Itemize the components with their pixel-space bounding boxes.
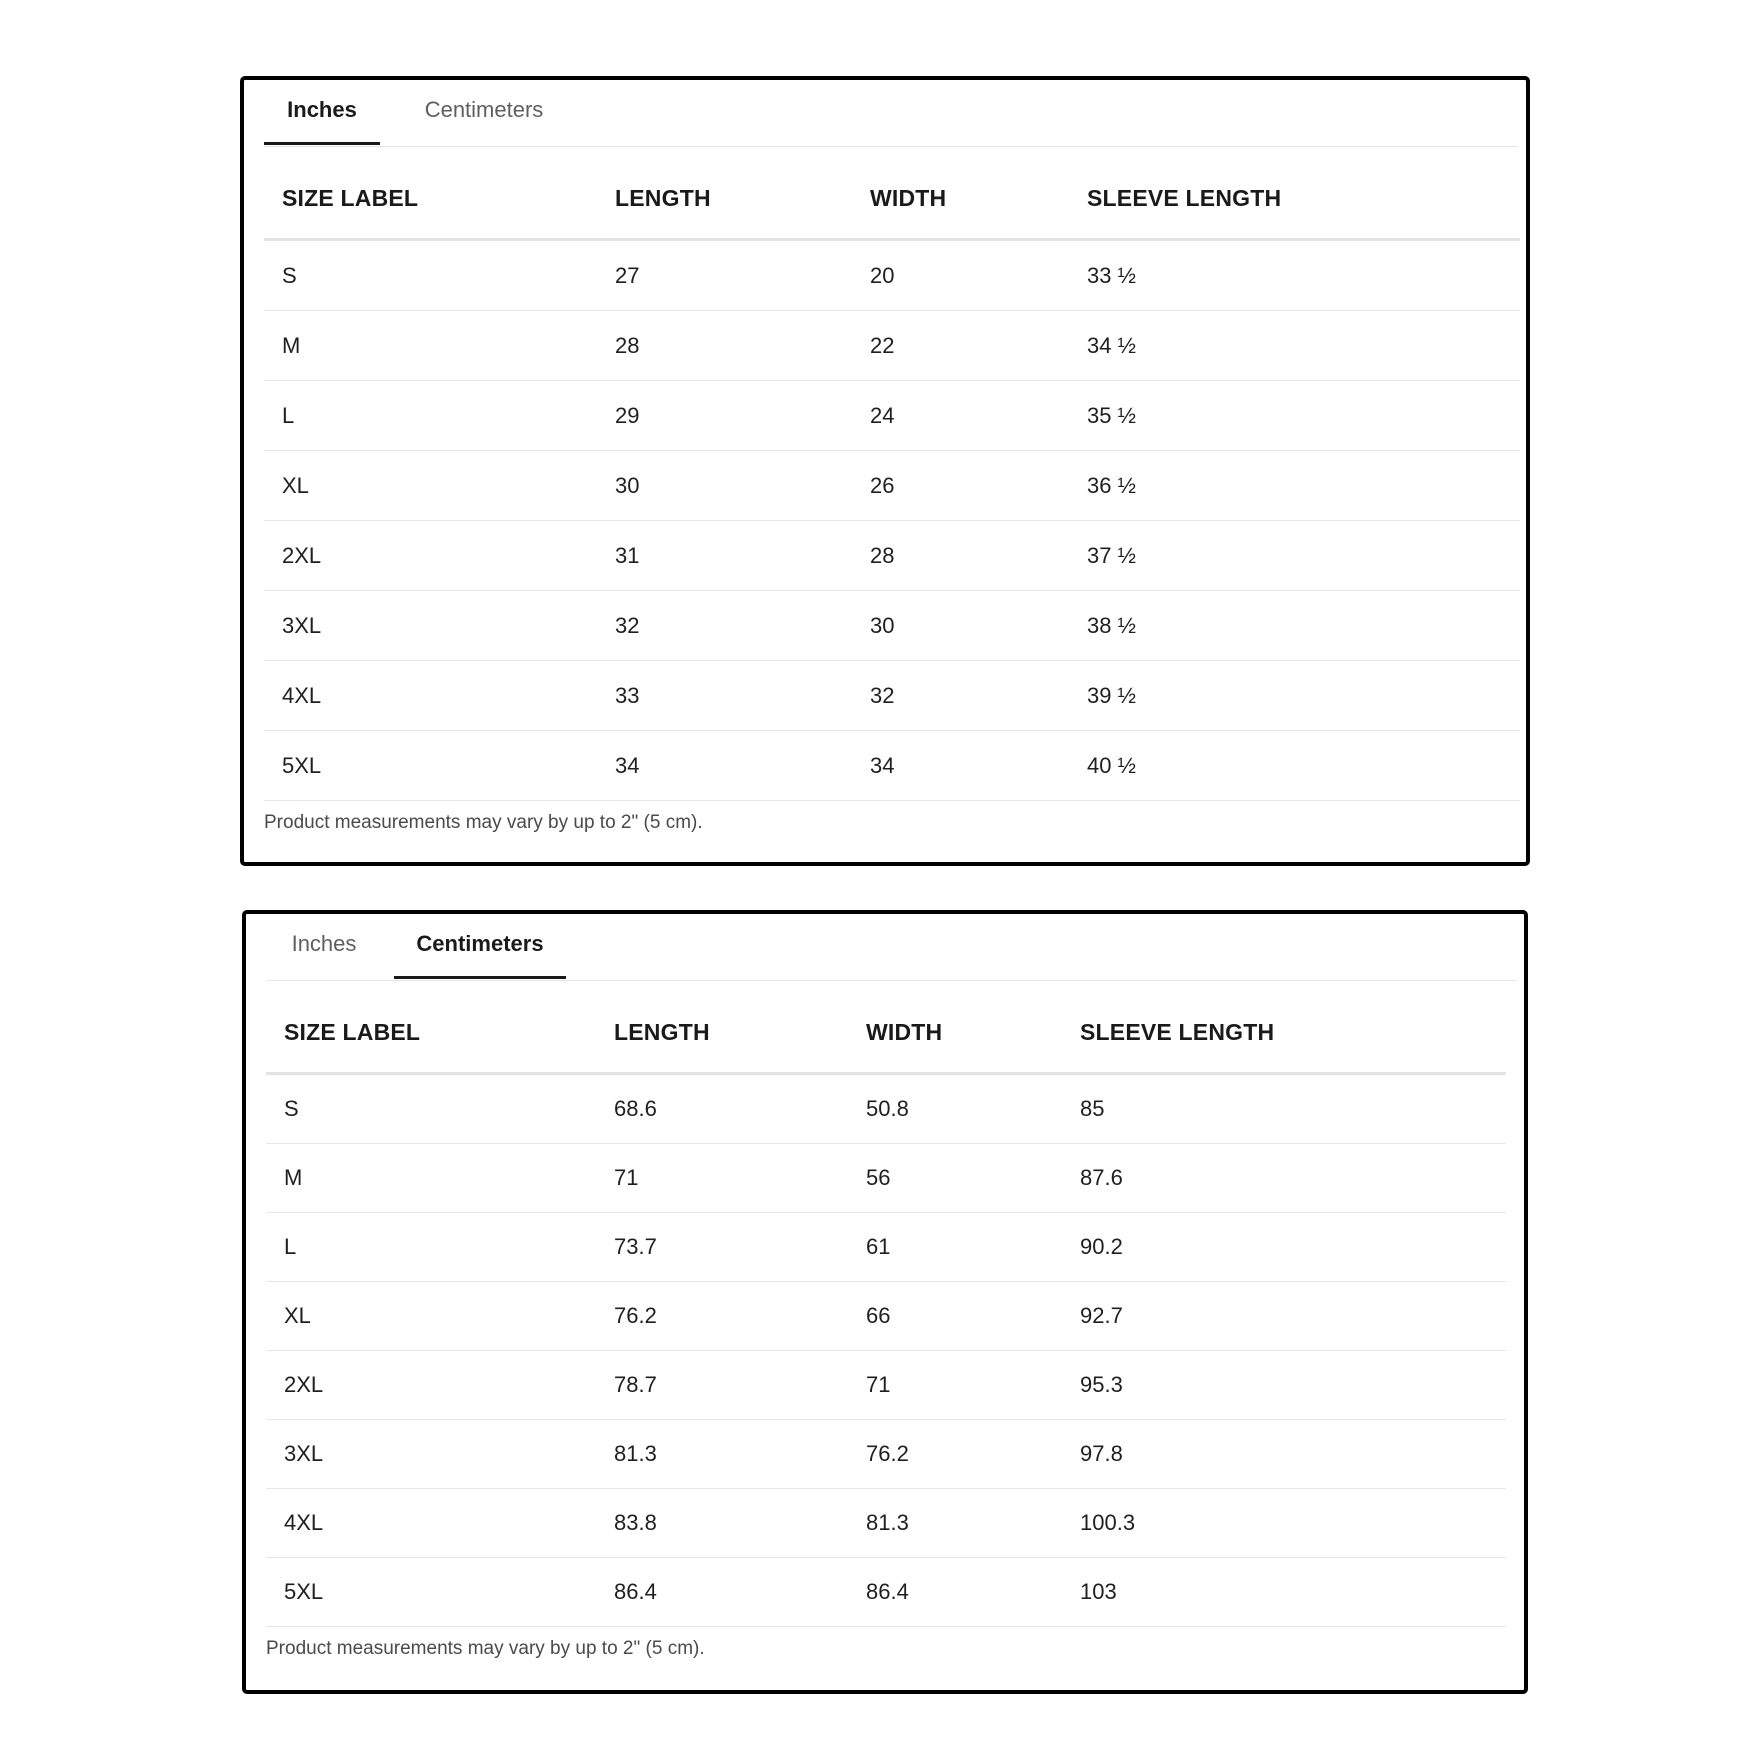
cell-width: 26	[852, 451, 1069, 521]
cell-sleeve-length: 95.3	[1062, 1351, 1506, 1420]
cell-size: L	[264, 381, 597, 451]
cell-width: 66	[848, 1282, 1062, 1351]
cell-sleeve-length: 92.7	[1062, 1282, 1506, 1351]
table-row	[266, 1213, 1506, 1282]
cell-size: 2XL	[266, 1351, 596, 1420]
cell-size: 5XL	[266, 1558, 596, 1627]
cell-width: 28	[852, 521, 1069, 591]
cell-width: 30	[852, 591, 1069, 661]
cell-size: 4XL	[266, 1489, 596, 1558]
cell-width: 86.4	[848, 1558, 1062, 1627]
cell-sleeve-length: 36 ½	[1069, 451, 1520, 521]
cell-size: M	[266, 1144, 596, 1213]
size-chart-centimeters	[242, 910, 1528, 1694]
cell-width: 34	[852, 731, 1069, 801]
cell-size: XL	[266, 1282, 596, 1351]
header-width: WIDTH	[852, 158, 1069, 240]
cell-size: M	[264, 311, 597, 381]
cell-width: 81.3	[848, 1489, 1062, 1558]
cell-width: 50.8	[848, 1074, 1062, 1144]
cell-length: 27	[597, 240, 852, 311]
table-row	[266, 1282, 1506, 1351]
cell-width: 61	[848, 1213, 1062, 1282]
cell-size: 3XL	[266, 1420, 596, 1489]
cell-width: 56	[848, 1144, 1062, 1213]
size-table	[266, 992, 1506, 1627]
table-row	[264, 591, 1520, 661]
table-row	[266, 1351, 1506, 1420]
tab-inches[interactable]: Inches	[291, 931, 357, 956]
cell-sleeve-length: 40 ½	[1069, 731, 1520, 801]
table-header-row	[266, 992, 1506, 1074]
size-chart-inches	[240, 76, 1530, 866]
tab-inches[interactable]: Inches	[264, 80, 380, 145]
cell-sleeve-length: 39 ½	[1069, 661, 1520, 731]
header-sleeve-length: SLEEVE LENGTH	[1062, 992, 1506, 1074]
cell-sleeve-length: 97.8	[1062, 1420, 1506, 1489]
cell-size: 2XL	[264, 521, 597, 591]
cell-length: 28	[597, 311, 852, 381]
cell-sleeve-length: 103	[1062, 1558, 1506, 1627]
cell-length: 30	[597, 451, 852, 521]
cell-length: 86.4	[596, 1558, 848, 1627]
cell-width: 24	[852, 381, 1069, 451]
cell-sleeve-length: 33 ½	[1069, 240, 1520, 311]
table-row	[264, 661, 1520, 731]
measurement-note: Product measurements may vary by up to 2" (5 cm).	[264, 812, 703, 833]
table-row	[266, 1489, 1506, 1558]
cell-length: 34	[597, 731, 852, 801]
cell-size: L	[266, 1213, 596, 1282]
cell-sleeve-length: 100.3	[1062, 1489, 1506, 1558]
tab-centimeters[interactable]: Centimeters	[394, 914, 566, 979]
cell-size: S	[266, 1074, 596, 1144]
cell-size: 3XL	[264, 591, 597, 661]
cell-sleeve-length: 38 ½	[1069, 591, 1520, 661]
cell-sleeve-length: 87.6	[1062, 1144, 1506, 1213]
cell-width: 32	[852, 661, 1069, 731]
cell-length: 71	[596, 1144, 848, 1213]
table-row	[264, 381, 1520, 451]
cell-size: 4XL	[264, 661, 597, 731]
header-sleeve-length: SLEEVE LENGTH	[1069, 158, 1520, 240]
size-table	[264, 158, 1520, 801]
cell-length: 81.3	[596, 1420, 848, 1489]
cell-sleeve-length: 34 ½	[1069, 311, 1520, 381]
unit-tabs	[264, 80, 1518, 147]
cell-width: 22	[852, 311, 1069, 381]
cell-length: 73.7	[596, 1213, 848, 1282]
tab-centimeters[interactable]: Centimeters	[424, 97, 544, 122]
cell-sleeve-length: 37 ½	[1069, 521, 1520, 591]
cell-sleeve-length: 35 ½	[1069, 381, 1520, 451]
cell-length: 76.2	[596, 1282, 848, 1351]
header-length: LENGTH	[597, 158, 852, 240]
table-row	[266, 1558, 1506, 1627]
table-row	[266, 1074, 1506, 1144]
cell-width: 71	[848, 1351, 1062, 1420]
header-size-label: SIZE LABEL	[266, 992, 596, 1074]
cell-length: 78.7	[596, 1351, 848, 1420]
header-size-label: SIZE LABEL	[264, 158, 597, 240]
header-width: WIDTH	[848, 992, 1062, 1074]
table-row	[264, 311, 1520, 381]
table-row	[266, 1144, 1506, 1213]
cell-sleeve-length: 85	[1062, 1074, 1506, 1144]
cell-length: 32	[597, 591, 852, 661]
cell-width: 76.2	[848, 1420, 1062, 1489]
cell-length: 68.6	[596, 1074, 848, 1144]
table-header-row	[264, 158, 1520, 240]
cell-length: 31	[597, 521, 852, 591]
table-row	[264, 731, 1520, 801]
unit-tabs	[266, 914, 1516, 981]
table-row	[264, 521, 1520, 591]
measurement-note: Product measurements may vary by up to 2" (5 cm).	[266, 1638, 705, 1659]
header-length: LENGTH	[596, 992, 848, 1074]
cell-size: 5XL	[264, 731, 597, 801]
table-row	[266, 1420, 1506, 1489]
cell-size: XL	[264, 451, 597, 521]
cell-length: 33	[597, 661, 852, 731]
cell-length: 29	[597, 381, 852, 451]
cell-length: 83.8	[596, 1489, 848, 1558]
cell-size: S	[264, 240, 597, 311]
cell-width: 20	[852, 240, 1069, 311]
table-row	[264, 451, 1520, 521]
cell-sleeve-length: 90.2	[1062, 1213, 1506, 1282]
table-row	[264, 240, 1520, 311]
